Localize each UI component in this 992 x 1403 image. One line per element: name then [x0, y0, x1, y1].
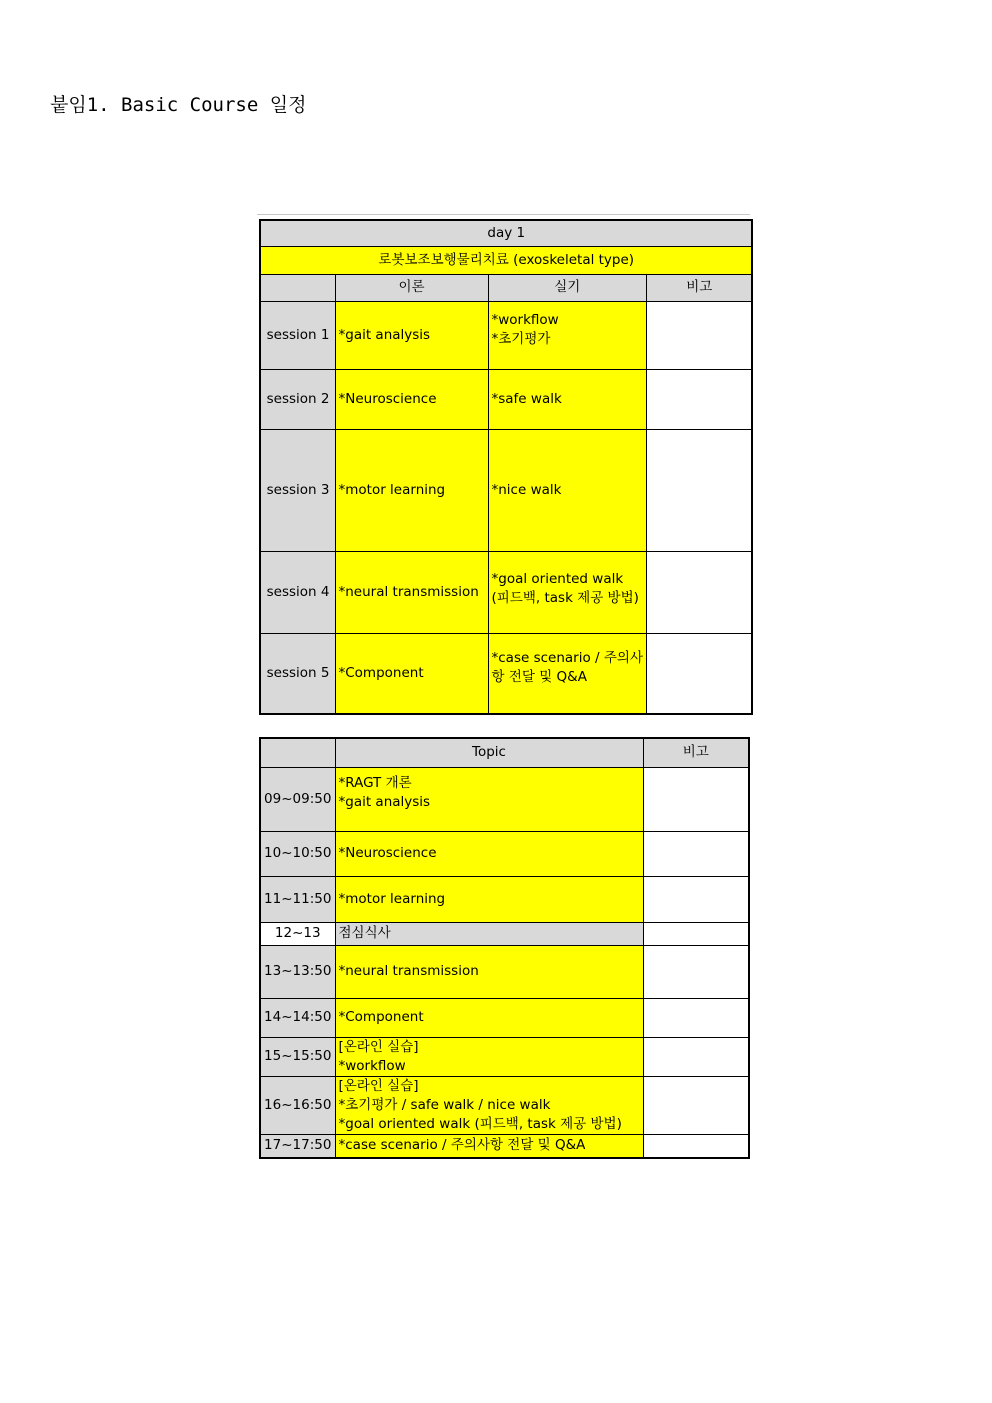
note-cell	[643, 831, 749, 876]
note-cell	[643, 922, 749, 945]
topic-line: *RAGT 개론	[338, 775, 412, 791]
divider	[257, 214, 750, 215]
time-label: 16~16:50	[260, 1076, 335, 1134]
session-label: session 4	[260, 551, 335, 633]
session-practice: *safe walk	[488, 369, 646, 429]
topic-line: *gait analysis	[338, 794, 431, 810]
note-cell	[643, 767, 749, 831]
topic-line: [온라인 실습]	[338, 1038, 419, 1055]
topic-cell	[335, 1037, 643, 1076]
session-note	[646, 301, 752, 369]
session-label: session 3	[260, 429, 335, 551]
table-row	[260, 945, 749, 998]
header-blank	[260, 738, 335, 767]
practice-line: *초기평가	[491, 331, 551, 347]
session-practice	[488, 301, 646, 369]
time-label: 09~09:50	[260, 767, 335, 831]
table-row	[260, 876, 749, 922]
topic-line: *goal oriented walk (피드백, task 제공 방법)	[338, 1115, 622, 1132]
note-cell	[643, 998, 749, 1037]
topic-line: *초기평가 / safe walk / nice walk	[338, 1096, 551, 1113]
topic-cell	[335, 767, 643, 831]
practice-line: *goal oriented walk	[491, 571, 624, 587]
table-row	[260, 1037, 749, 1076]
topic-cell	[335, 1076, 643, 1134]
session-label: session 5	[260, 633, 335, 714]
header-topic: Topic	[335, 738, 643, 767]
time-label: 13~13:50	[260, 945, 335, 998]
time-label: 17~17:50	[260, 1134, 335, 1158]
table-row	[260, 1076, 749, 1134]
session-theory: *gait analysis	[335, 301, 488, 369]
practice-line: *workflow	[491, 312, 559, 328]
topic-cell: 점심식사	[335, 922, 643, 945]
table-row	[260, 1134, 749, 1158]
session-practice	[488, 551, 646, 633]
session-note	[646, 429, 752, 551]
session-theory: *Component	[335, 633, 488, 714]
table-row	[260, 767, 749, 831]
note-cell	[643, 1037, 749, 1076]
practice-line: (피드백, task 제공 방법)	[491, 590, 639, 606]
note-cell	[643, 876, 749, 922]
time-label: 10~10:50	[260, 831, 335, 876]
page-heading: 붙임1. Basic Course 일정	[50, 94, 307, 116]
session-note	[646, 551, 752, 633]
day-schedule-table	[259, 219, 753, 715]
table-row	[260, 633, 752, 714]
time-label: 12~13	[260, 922, 335, 945]
session-theory: *neural transmission	[335, 551, 488, 633]
header-note: 비고	[643, 738, 749, 767]
practice-line: *case scenario / 주의사	[491, 650, 643, 667]
session-label: session 2	[260, 369, 335, 429]
session-practice	[488, 633, 646, 714]
topic-line: *workflow	[338, 1057, 406, 1074]
topic-cell: *motor learning	[335, 876, 643, 922]
topic-cell: *Component	[335, 998, 643, 1037]
table-row	[260, 831, 749, 876]
timetable	[259, 737, 750, 1159]
practice-line: 항 전달 및 Q&A	[491, 669, 587, 686]
table-row	[260, 429, 752, 551]
topic-cell: *neural transmission	[335, 945, 643, 998]
day-subtitle: 로봇보조보행물리치료 (exoskeletal type)	[260, 246, 752, 274]
session-note	[646, 369, 752, 429]
time-label: 15~15:50	[260, 1037, 335, 1076]
header-practice: 실기	[488, 274, 646, 301]
header-blank	[260, 274, 335, 301]
note-cell	[643, 1134, 749, 1158]
session-theory: *motor learning	[335, 429, 488, 551]
topic-cell: *case scenario / 주의사항 전달 및 Q&A	[335, 1134, 643, 1158]
table-row	[260, 551, 752, 633]
time-label: 14~14:50	[260, 998, 335, 1037]
topic-line: [온라인 실습]	[338, 1077, 419, 1094]
session-note	[646, 633, 752, 714]
table-row	[260, 369, 752, 429]
session-practice: *nice walk	[488, 429, 646, 551]
topic-cell: *Neuroscience	[335, 831, 643, 876]
note-cell	[643, 945, 749, 998]
note-cell	[643, 1076, 749, 1134]
day-title: day 1	[260, 220, 752, 246]
table-row	[260, 301, 752, 369]
time-label: 11~11:50	[260, 876, 335, 922]
session-theory: *Neuroscience	[335, 369, 488, 429]
table-row	[260, 998, 749, 1037]
header-theory: 이론	[335, 274, 488, 301]
session-label: session 1	[260, 301, 335, 369]
table-row	[260, 922, 749, 945]
header-note: 비고	[646, 274, 752, 301]
